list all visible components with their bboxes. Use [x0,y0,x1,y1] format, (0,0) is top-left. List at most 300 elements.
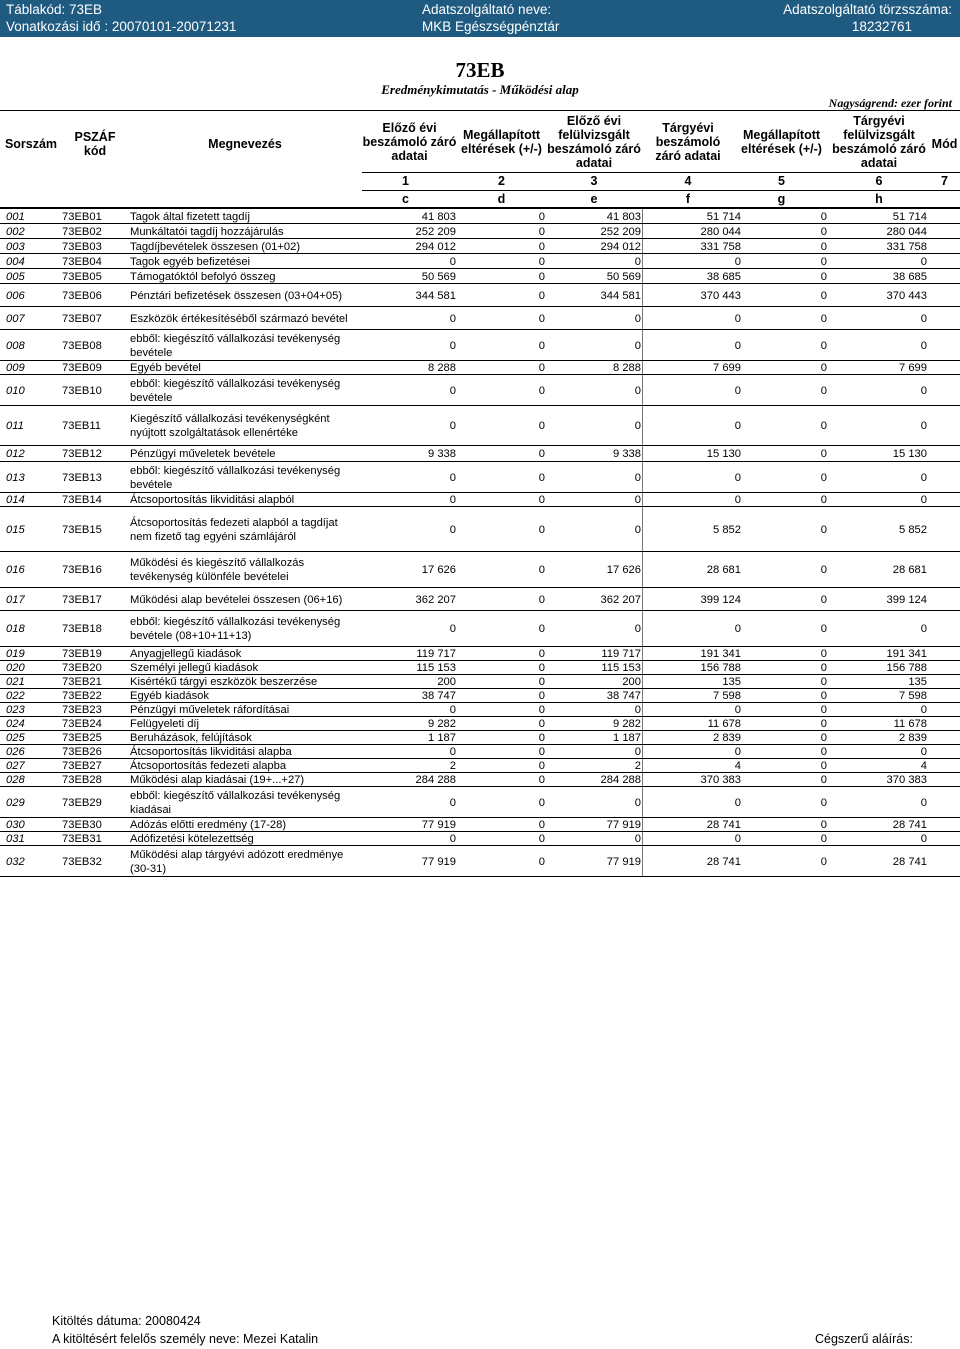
row-number: 004 [6,255,25,268]
row-name: Munkáltatói tagdíj hozzájárulás [130,225,284,238]
row-value-col-5: 0 [820,289,827,302]
row-value-col-1: 294 012 [415,240,456,253]
table-row [0,588,960,611]
cell-divider [642,254,643,269]
row-value-col-6: 156 788 [886,662,927,674]
row-code: 73EB06 [62,289,102,302]
provider-name: MKB Egészségpénztár [422,19,560,34]
row-rule [0,876,960,877]
row-name: Tagdíjbevételek összesen (01+02) [130,240,301,253]
row-value-col-4: 15 130 [706,448,741,460]
cell-divider [642,493,643,507]
row-value-col-3: 0 [634,255,641,268]
table-row [0,224,960,239]
row-value-col-2: 0 [538,448,545,460]
row-value-col-1: 9 338 [428,448,456,460]
row-value-col-6: 7 598 [899,690,927,702]
row-value-col-5: 0 [820,833,827,845]
cell-divider [642,675,643,689]
row-number: 025 [6,732,25,744]
col-mod: Mód [931,136,958,151]
row-name: Pénzügyi műveletek ráfordításai [130,704,290,716]
row-value-col-4: 0 [734,623,741,635]
cell-divider [642,224,643,239]
row-value-col-1: 0 [449,623,456,635]
row-value-col-4: 28 741 [706,855,741,868]
row-value-col-2: 0 [538,718,545,730]
row-value-col-2: 0 [538,420,545,432]
row-number: 011 [6,420,24,432]
row-value-col-1: 0 [449,312,456,325]
row-name: Anyagjellegű kiadások [130,648,242,660]
row-value-col-3: 252 209 [600,225,641,238]
colletter-e: e [590,192,598,206]
colletter-h: h [875,192,883,206]
row-value-col-2: 0 [538,471,545,484]
colletter-c: c [402,192,409,206]
row-number: 012 [6,448,25,460]
row-number: 021 [6,676,25,688]
col-megnevezes: Megnevezés [208,136,282,151]
row-value-col-3: 362 207 [600,593,641,606]
row-value-col-4: 0 [734,339,741,352]
row-value-col-2: 0 [538,312,545,325]
cell-divider [642,375,643,406]
row-value-col-6: 28 681 [892,564,927,576]
row-code: 73EB17 [62,593,102,606]
row-value-col-3: 0 [634,312,641,325]
row-code: 73EB20 [62,662,102,674]
row-value-col-1: 362 207 [415,593,456,606]
row-value-col-3: 0 [634,384,641,397]
table-row [0,832,960,846]
fill-date: Kitöltés dátuma: 20080424 [52,1314,201,1328]
row-value-col-2: 0 [538,690,545,702]
row-value-col-3: 38 747 [606,690,641,702]
row-value-col-4: 370 383 [700,774,741,786]
row-code: 73EB01 [62,210,102,223]
cell-divider [642,406,643,446]
cell-divider [642,846,643,877]
table-row [0,254,960,269]
row-value-col-6: 0 [920,420,927,432]
table-row [0,675,960,689]
row-value-col-4: 0 [734,494,741,506]
cell-divider [642,462,643,493]
row-code: 73EB04 [62,255,102,268]
row-value-col-4: 0 [734,384,741,397]
row-name: Egyéb bevétel [130,362,201,374]
row-value-col-5: 0 [820,362,827,374]
row-number: 009 [6,362,25,374]
row-value-col-5: 0 [820,819,827,831]
row-number: 016 [6,564,25,576]
row-name: Eszközök értékesítéséből származó bevétel [130,312,348,325]
row-name: Működési és kiegészítő vállalkozás tevékenység különféle bevételei [130,557,305,583]
row-value-col-2: 0 [538,774,545,786]
row-value-col-3: 9 282 [613,718,641,730]
row-value-col-2: 0 [538,796,545,809]
row-value-col-2: 0 [538,732,545,744]
row-code: 73EB22 [62,690,102,702]
col-c5: Megállapított eltérések (+/-) [741,128,822,156]
row-number: 002 [6,225,25,238]
row-value-col-1: 284 288 [415,774,456,786]
row-code: 73EB12 [62,448,102,460]
row-value-col-6: 370 383 [886,774,927,786]
row-value-col-1: 344 581 [415,289,456,302]
row-value-col-3: 8 288 [613,362,641,374]
row-value-col-4: 191 341 [700,648,741,660]
row-value-col-6: 0 [920,312,927,325]
row-value-col-4: 135 [722,676,741,688]
row-number: 019 [6,648,25,660]
row-value-col-1: 50 569 [421,270,456,283]
cell-divider [642,647,643,661]
table-row [0,745,960,759]
colnum-5: 5 [778,174,785,188]
table-row [0,846,960,877]
row-number: 006 [6,289,25,302]
row-value-col-2: 0 [538,855,545,868]
row-code: 73EB32 [62,855,102,868]
row-code: 73EB08 [62,339,102,352]
row-number: 028 [6,774,25,786]
row-value-col-3: 0 [634,420,641,432]
row-value-col-2: 0 [538,760,545,772]
colnum-1: 1 [402,174,409,188]
row-value-col-4: 28 741 [706,819,741,831]
row-value-col-3: 77 919 [606,855,641,868]
row-value-col-6: 51 714 [892,210,927,223]
row-name: ebből: kiegészítő vállalkozási tevékenység bevétele [130,464,341,491]
row-value-col-3: 0 [634,471,641,484]
signature-label: Cégszerű aláírás: [815,1332,913,1346]
row-value-col-2: 0 [538,623,545,635]
row-value-col-5: 0 [820,225,827,238]
row-value-col-6: 0 [920,255,927,268]
table-row [0,787,960,818]
row-value-col-1: 0 [449,704,456,716]
row-value-col-5: 0 [820,420,827,432]
row-number: 007 [6,312,25,325]
row-name: Működési alap kiadásai (19+...+27) [130,774,305,786]
col-c2: Megállapított eltérések (+/-) [461,128,542,156]
row-value-col-4: 0 [734,704,741,716]
row-value-col-5: 0 [820,384,827,397]
row-name: Kiegészítő vállalkozási tevékenységként nyújtott szolgáltatások ellenértéke [130,413,330,439]
row-number: 015 [6,523,25,536]
row-number: 024 [6,718,25,730]
row-value-col-2: 0 [538,384,545,397]
row-value-col-4: 0 [734,420,741,432]
row-value-col-2: 0 [538,362,545,374]
cell-divider [642,832,643,846]
row-value-col-4: 7 699 [713,362,741,374]
table-row [0,269,960,284]
row-value-col-3: 1 187 [613,732,641,744]
row-value-col-5: 0 [820,339,827,352]
row-value-col-6: 0 [920,471,927,484]
row-number: 023 [6,704,25,716]
row-value-col-3: 0 [634,339,641,352]
cell-divider [642,330,643,361]
row-name: Tagok egyéb befizetései [130,255,251,268]
row-value-col-5: 0 [820,523,827,536]
row-value-col-2: 0 [538,255,545,268]
cell-divider [642,773,643,787]
cell-divider [642,787,643,818]
row-number: 022 [6,690,25,702]
provider-id-label: Adatszolgáltató törzsszáma: [783,2,952,17]
table-row [0,611,960,647]
row-number: 030 [6,819,25,831]
row-value-col-1: 0 [449,833,456,845]
cell-divider [642,446,643,462]
cell-divider [642,361,643,375]
table-row [0,361,960,375]
row-value-col-4: 4 [734,760,741,772]
row-name: Átcsoportosítás likviditási alapból [130,494,295,506]
colletter-g: g [777,192,786,206]
row-value-col-1: 0 [449,255,456,268]
table-row [0,773,960,787]
row-value-col-4: 331 758 [700,240,741,253]
row-number: 027 [6,760,25,772]
colnum-3: 3 [590,174,598,188]
col-c6: Tárgyévi felülvizsgált beszámoló záró adatai [832,114,926,170]
row-value-col-1: 9 282 [428,718,456,730]
cell-divider [642,552,643,588]
row-code: 73EB30 [62,819,102,831]
row-value-col-5: 0 [820,270,827,283]
row-value-col-2: 0 [538,225,545,238]
row-value-col-6: 280 044 [886,225,927,238]
row-value-col-5: 0 [820,312,827,325]
row-value-col-5: 0 [820,774,827,786]
row-value-col-4: 0 [734,471,741,484]
row-value-col-5: 0 [820,494,827,506]
row-code: 73EB21 [62,676,102,688]
row-value-col-6: 5 852 [899,523,927,536]
row-number: 031 [6,833,25,845]
row-name: Pénzügyi műveletek bevétele [130,448,276,460]
row-name: ebből: kiegészítő vállalkozási tevékenység kiadásai [130,789,341,816]
row-name: Adózás előtti eredmény (17-28) [130,819,287,831]
row-number: 029 [6,796,25,809]
row-number: 018 [6,623,25,635]
row-code: 73EB02 [62,225,102,238]
row-code: 73EB07 [62,312,102,325]
row-value-col-2: 0 [538,210,545,223]
row-value-col-2: 0 [538,289,545,302]
row-number: 005 [6,270,25,283]
row-value-col-5: 0 [820,255,827,268]
row-name: Működési alap tárgyévi adózott eredménye (30-31) [130,848,344,875]
cell-divider [642,239,643,254]
table-row [0,647,960,661]
col-pszaf: PSZÁF kód [74,129,116,158]
cell-divider [642,307,643,330]
row-name: Átcsoportosítás fedezeti alapba [130,760,287,772]
row-value-col-1: 8 288 [428,362,456,374]
row-value-col-6: 135 [908,676,927,688]
row-value-col-6: 4 [920,760,927,772]
row-code: 73EB13 [62,471,102,484]
row-value-col-2: 0 [538,704,545,716]
colletter-f: f [685,192,691,206]
col-c3: Előző évi felülvizsgált beszámoló záró adatai [547,114,641,170]
row-name: Kisértékű tárgyi eszközök beszerzése [130,676,318,688]
colnum-4: 4 [684,174,692,188]
row-value-col-3: 200 [622,676,641,688]
header-row-2 [0,17,960,37]
row-value-col-4: 5 852 [713,523,741,536]
row-number: 008 [6,339,25,352]
row-value-col-6: 38 685 [892,270,927,283]
row-value-col-5: 0 [820,564,827,576]
header-top-rule [0,110,960,111]
row-value-col-5: 0 [820,676,827,688]
header-num-rule [362,190,960,191]
cell-divider [642,611,643,647]
row-value-col-2: 0 [538,662,545,674]
cell-divider [642,818,643,832]
row-value-col-4: 0 [734,796,741,809]
row-value-col-6: 191 341 [886,648,927,660]
row-name: Átcsoportosítás likviditási alapba [130,746,292,758]
row-value-col-4: 51 714 [706,210,741,223]
col-c4: Tárgyévi beszámoló záró adatai [655,121,721,163]
row-value-col-1: 0 [449,420,456,432]
row-value-col-6: 28 741 [892,855,927,868]
table-row [0,209,960,224]
row-name: Támogatóktól befolyó összeg [130,270,276,283]
row-number: 020 [6,662,25,674]
row-name: Felügyeleti díj [130,718,200,730]
row-value-col-1: 2 [449,760,456,772]
row-code: 73EB24 [62,718,102,730]
cell-divider [642,507,643,552]
row-value-col-3: 77 919 [606,819,641,831]
table-row [0,406,960,446]
cell-divider [642,209,643,224]
row-number: 003 [6,240,25,253]
table-row [0,689,960,703]
row-value-col-3: 41 803 [606,210,641,223]
row-value-col-2: 0 [538,339,545,352]
cell-divider [642,759,643,773]
row-value-col-1: 17 626 [421,564,456,576]
row-value-col-4: 0 [734,746,741,758]
row-value-col-6: 0 [920,384,927,397]
row-value-col-1: 252 209 [415,225,456,238]
table-row [0,552,960,588]
row-value-col-1: 77 919 [421,855,456,868]
row-value-col-4: 156 788 [700,662,741,674]
row-code: 73EB26 [62,746,102,758]
table-header [0,112,960,212]
cell-divider [642,717,643,731]
colnum-2: 2 [498,174,505,188]
row-value-col-2: 0 [538,676,545,688]
reference-period: Vonatkozási idő : 20070101-20071231 [6,19,237,34]
row-code: 73EB31 [62,833,102,845]
table-row [0,818,960,832]
row-code: 73EB28 [62,774,102,786]
row-value-col-2: 0 [538,270,545,283]
row-value-col-5: 0 [820,623,827,635]
table-row [0,493,960,507]
row-value-col-1: 119 717 [416,648,456,660]
row-number: 013 [6,471,25,484]
row-value-col-1: 77 919 [421,819,456,831]
row-code: 73EB29 [62,796,102,809]
row-number: 026 [6,746,25,758]
row-value-col-5: 0 [820,855,827,868]
row-value-col-6: 370 443 [886,289,927,302]
row-value-col-2: 0 [538,593,545,606]
row-code: 73EB27 [62,760,102,772]
row-value-col-4: 0 [734,833,741,845]
row-name: Adófizetési kötelezettség [130,833,254,845]
row-value-col-3: 0 [634,796,641,809]
row-value-col-3: 0 [634,523,641,536]
row-value-col-3: 284 288 [600,774,641,786]
row-number: 014 [6,494,25,506]
row-name: Működési alap bevételei összesen (06+16) [130,593,343,606]
table-row [0,731,960,745]
row-value-col-2: 0 [538,240,545,253]
row-value-col-4: 7 598 [713,690,741,702]
row-code: 73EB14 [62,494,102,506]
row-value-col-5: 0 [820,704,827,716]
row-value-col-6: 0 [920,623,927,635]
table-row [0,375,960,406]
cell-divider [642,284,643,307]
row-name: Pénztári befizetések összesen (03+04+05) [130,289,343,302]
table-row [0,446,960,462]
row-value-col-6: 15 130 [892,448,927,460]
table-row [0,307,960,330]
row-value-col-3: 9 338 [613,448,641,460]
row-value-col-6: 0 [920,746,927,758]
row-value-col-4: 28 681 [706,564,741,576]
row-number: 017 [6,593,25,606]
row-value-col-1: 41 803 [421,210,456,223]
row-name: Személyi jellegű kiadások [130,662,259,674]
col-c1: Előző évi beszámoló záró adatai [362,121,457,163]
row-value-col-2: 0 [538,819,545,831]
row-name: Beruházások, felújítások [130,732,252,744]
row-value-col-1: 38 747 [421,690,456,702]
cell-divider [642,269,643,284]
colnum-7: 7 [941,174,948,188]
row-value-col-3: 17 626 [606,564,641,576]
row-value-col-3: 0 [634,746,641,758]
row-value-col-1: 115 153 [416,662,456,674]
row-value-col-6: 0 [920,494,927,506]
row-value-col-6: 0 [920,833,927,845]
row-value-col-6: 7 699 [899,362,927,374]
row-code: 73EB09 [62,362,102,374]
row-value-col-6: 0 [920,704,927,716]
row-value-col-5: 0 [820,760,827,772]
row-value-col-5: 0 [820,718,827,730]
row-name: Átcsoportosítás fedezeti alapból a tagdíjat nem fizető tag egyéni számlájáról [130,516,338,543]
cell-divider [642,703,643,717]
row-code: 73EB25 [62,732,102,744]
